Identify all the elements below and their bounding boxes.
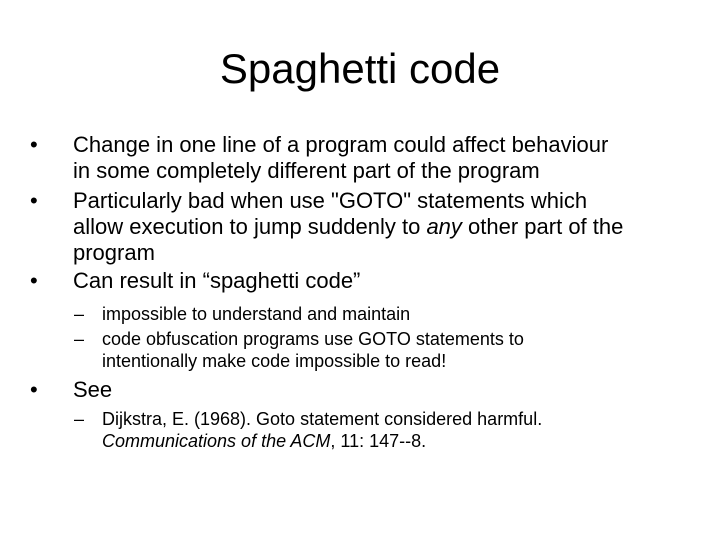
subitem-line: intentionally make code impossible to read! [102,351,447,371]
bullet-text: other part of the [461,214,624,239]
bullet-icon: • [30,377,38,402]
emphasis-text: any [426,214,462,239]
bullet-line: in some completely different part of the program [73,158,540,183]
subitem-line: impossible to understand and maintain [102,304,411,324]
dash-icon: – [74,304,85,324]
subitem-line [102,430,542,452]
bullet-line [73,214,623,240]
bullet-icon: • [30,268,38,293]
bullet-line: program [73,240,155,265]
journal-title: Communications of the ACM [102,431,331,451]
bullet-line: See [73,377,113,402]
bullet-item-see [73,377,112,403]
subitem-dijkstra-reference [102,408,542,452]
subitem-code-obfuscation [102,328,524,372]
bullet-line: Change in one line of a program could affect behaviour [73,132,609,157]
bullet-icon: • [30,132,38,157]
bullet-icon: • [30,188,38,213]
bullet-line: Particularly bad when use "GOTO" statements which [73,188,588,213]
bullet-item-spaghetti-code [73,268,360,294]
dash-icon: – [74,409,85,429]
subitem-line: code obfuscation programs use GOTO statements to [102,329,524,349]
subitem-line: Dijkstra, E. (1968). Goto statement considered harmful. [102,409,543,429]
bullet-text: allow execution to jump suddenly to [73,214,427,239]
bullet-item-goto-statements [73,188,623,266]
bullet-item-change-in-one-line [73,132,608,184]
slide-title: Spaghetti code [219,45,501,92]
citation-details: , 11: 147--8. [330,431,427,451]
dash-icon: – [74,329,85,349]
subitem-impossible-to-understand [102,303,410,325]
bullet-line: Can result in “spaghetti code” [73,268,361,293]
